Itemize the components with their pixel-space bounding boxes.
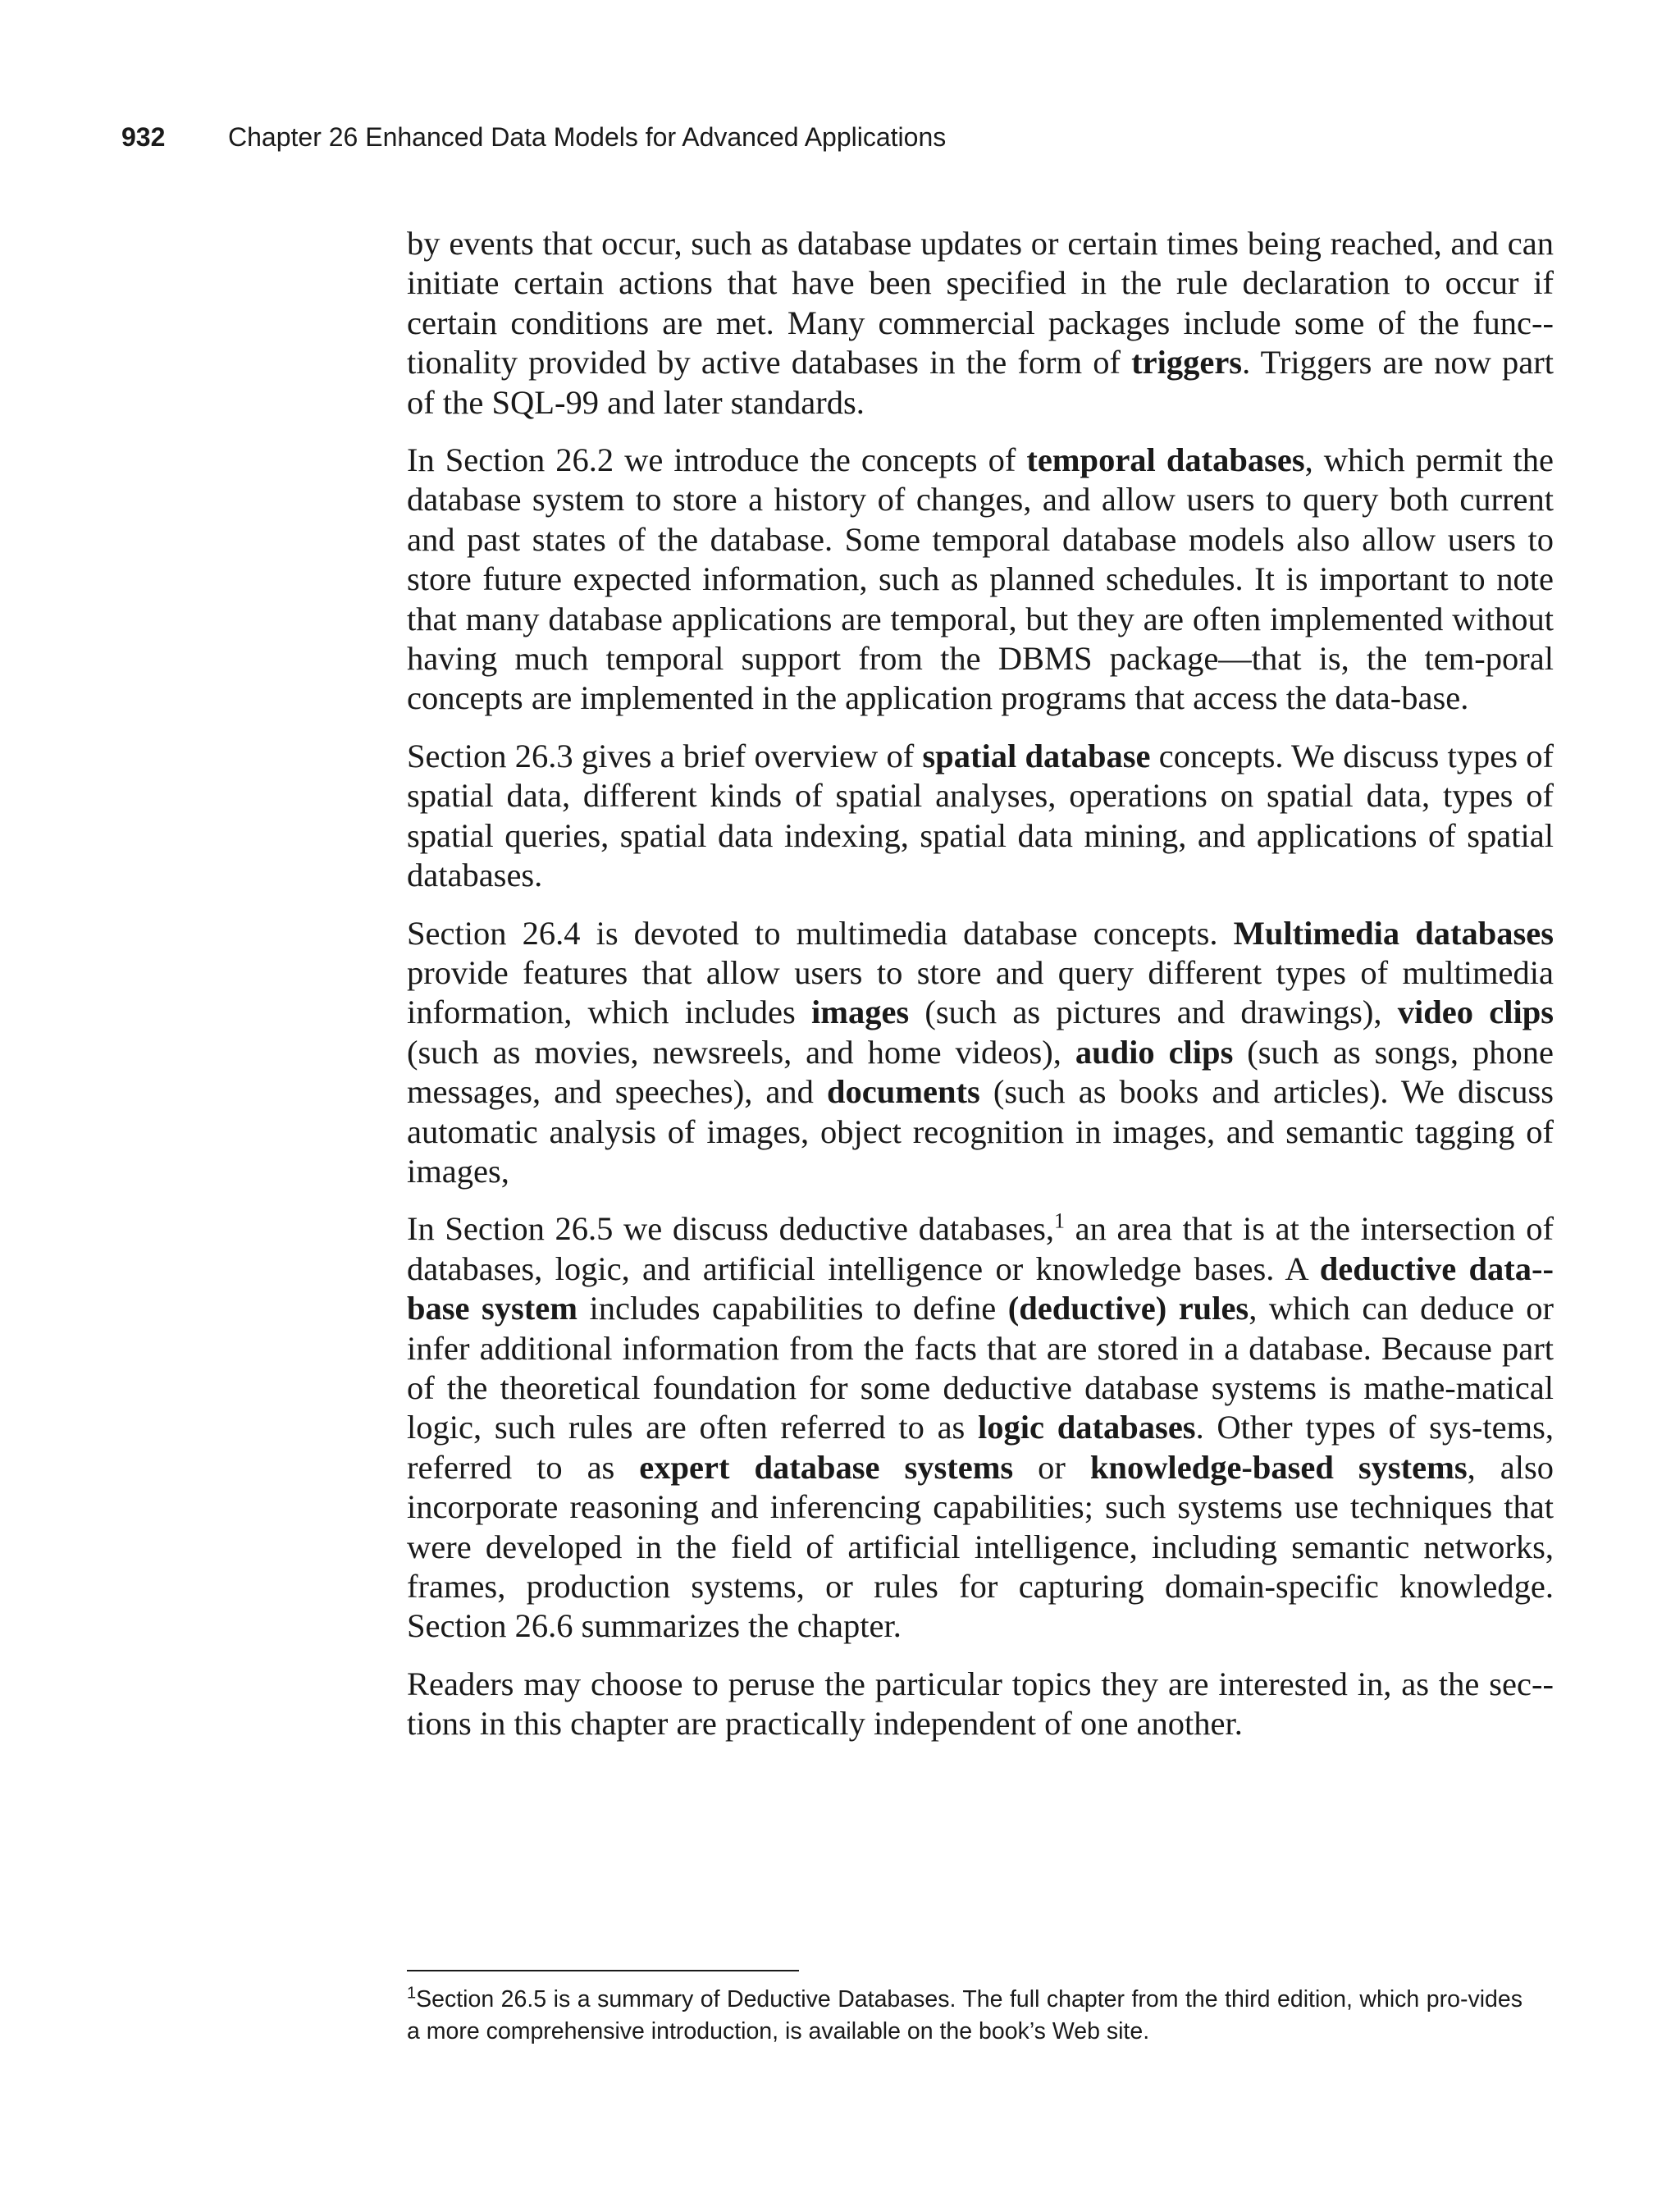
paragraph-multimedia-databases — [407, 914, 1554, 1192]
term-triggers: triggers — [1131, 344, 1243, 381]
paragraph-readers-note — [407, 1665, 1554, 1744]
paragraph-temporal-databases — [407, 441, 1554, 719]
text-run: In Section 26.2 we introduce the concepts of — [407, 441, 1027, 479]
paragraph-deductive-databases — [407, 1209, 1554, 1646]
term-deductive-database-system: deductive data-base system — [407, 1249, 1554, 1327]
text-run: Readers may choose to peruse the particular topics they are interested in, as the sec-tions in this chapter are practically independent of one another. — [407, 1665, 1554, 1743]
term-temporal-databases: temporal databases — [1026, 441, 1305, 479]
term-multimedia-databases: Multimedia databases — [1233, 914, 1554, 952]
text-run: or — [1013, 1448, 1090, 1486]
text-run: , which can deduce or infer additional information from the facts that are stored in a database. Because part of the theoretical foundation for some deductive database systems is mathe-matical logic, such rules are often referred to as — [407, 1290, 1554, 1446]
footnote-reference[interactable]: 1 — [1054, 1208, 1065, 1233]
term-logic-databases: logic databases — [978, 1409, 1196, 1446]
text-run: (such as books and articles). We discuss automatic analysis of images, object recognition in images, and semantic tagging of images, — [407, 1073, 1554, 1190]
text-run: . Triggers are now part of the SQL-99 and later standards. — [407, 344, 1554, 421]
page-number: 932 — [121, 122, 166, 152]
text-run: an area that is at the intersection of databases, logic, and artificial intelligence or knowledge bases. A — [407, 1210, 1554, 1287]
text-run: Section 26.4 is devoted to multimedia database concepts. — [407, 914, 1234, 952]
term-video-clips: video clips — [1397, 994, 1554, 1031]
term-audio-clips: audio clips — [1075, 1033, 1234, 1071]
text-run: , also incorporate reasoning and inferencing capabilities; such systems use techniques that were developed in the field of artificial intelligence, including semantic networks, frames, production systems, or rules for capturing domain-specific knowledge. Section 26.6 summarizes the chapter. — [407, 1448, 1554, 1645]
term-documents: documents — [827, 1073, 980, 1111]
footnote — [407, 1984, 1522, 2048]
chapter-title: Chapter 26 Enhanced Data Models for Advanced Applications — [228, 122, 947, 152]
text-run: . Other types of sys-tems, referred to as — [407, 1409, 1554, 1486]
footnote-marker: 1 — [407, 1984, 417, 2003]
text-run: , which permit the database system to store a history of changes, and allow users to query both current and past states of the database. Some temporal database models also allow users to store future expected information, such as planned schedules. It is important to note that many database applications are temporal, but they are often implemented without having much temporal support from the DBMS package—that is, the tem-poral concepts are implemented in the application programs that access the data-base. — [407, 441, 1554, 717]
text-run: In Section 26.5 we discuss deductive databases, — [407, 1210, 1054, 1248]
paragraph-active-databases — [407, 224, 1554, 423]
text-run: includes capabilities to define — [578, 1290, 1008, 1327]
main-body-text — [407, 224, 1554, 1762]
footnote-text: Section 26.5 is a summary of Deductive Databases. The full chapter from the third edition, which pro-vides a more comprehensive introduction, is available on the book’s Web site. — [407, 1986, 1522, 2044]
text-run: by events that occur, such as database updates or certain times being reached, and can initiate certain actions that have been specified in the rule declaration to occur if certain conditions are met. Many commercial packages include some of the func-tionality provided by active databases in the form of — [407, 225, 1554, 381]
text-run: concepts. We discuss types of spatial data, different kinds of spatial analyses, operations on spatial data, types of spatial queries, spatial data indexing, spatial data mining, and applications of spatial databases. — [407, 737, 1554, 894]
text-run: (such as movies, newsreels, and home videos), — [407, 1033, 1075, 1071]
term-images: images — [810, 994, 910, 1031]
term-knowledge-based-systems: knowledge-based systems — [1089, 1448, 1468, 1486]
text-run: (such as pictures and drawings), — [909, 994, 1398, 1031]
term-expert-database-systems: expert database systems — [639, 1448, 1014, 1486]
paragraph-spatial-databases — [407, 737, 1554, 896]
text-run: provide features that allow users to store and query different types of multimedia information, which includes — [407, 953, 1554, 1031]
running-header — [121, 116, 946, 158]
term-spatial-database: spatial database — [922, 737, 1151, 774]
term-deductive-rules: (deductive) rules — [1007, 1290, 1249, 1327]
footnote-divider — [407, 1970, 799, 1971]
text-run: Section 26.3 gives a brief overview of — [407, 737, 923, 774]
text-run: (such as songs, phone messages, and speeches), and — [407, 1033, 1554, 1111]
